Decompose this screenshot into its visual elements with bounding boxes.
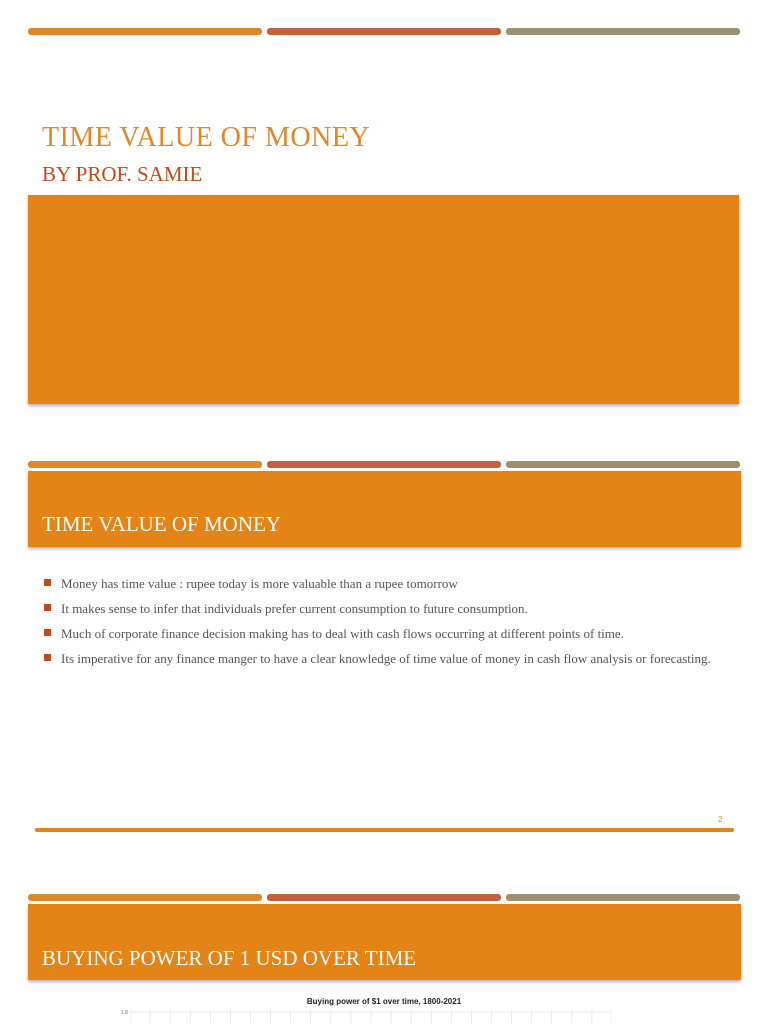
accent-bar-red bbox=[267, 894, 501, 901]
chart-plot-area bbox=[130, 1008, 612, 1024]
accent-bar-orange bbox=[28, 894, 262, 901]
slide2-page-number: 2 bbox=[718, 815, 723, 824]
square-bullet-icon bbox=[44, 629, 51, 636]
slide1-orange-panel bbox=[28, 195, 739, 404]
bullet-text: Its imperative for any finance manger to have a clear knowledge of time value of money in cash flow analysis or forecasting. bbox=[61, 651, 711, 666]
accent-bar-taupe bbox=[506, 894, 740, 901]
bullet-item bbox=[44, 625, 724, 642]
square-bullet-icon bbox=[44, 654, 51, 661]
bullet-text: It makes sense to infer that individuals prefer current consumption to future consumption. bbox=[61, 601, 528, 616]
slide2-header-panel bbox=[28, 471, 741, 547]
slide2-footer-line bbox=[35, 828, 734, 832]
accent-bar-orange bbox=[28, 461, 262, 468]
square-bullet-icon bbox=[44, 604, 51, 611]
slide1-subtitle: BY PROF. SAMIE bbox=[42, 162, 203, 186]
slide2-title: TIME VALUE OF MONEY bbox=[42, 512, 281, 536]
slide2-bullet-list bbox=[44, 575, 724, 675]
bullet-text: Money has time value : rupee today is more valuable than a rupee tomorrow bbox=[61, 576, 458, 591]
slide1-title: TIME VALUE OF MONEY bbox=[42, 122, 371, 153]
slide3-title: BUYING POWER OF 1 USD OVER TIME bbox=[42, 946, 417, 970]
slide3-top-accent-bars bbox=[28, 894, 740, 901]
bullet-item bbox=[44, 650, 724, 667]
bullet-text: Much of corporate finance decision making has to deal with cash flows occurring at different points of time. bbox=[61, 626, 624, 641]
slide2-top-accent-bars bbox=[28, 461, 740, 468]
accent-bar-taupe bbox=[506, 28, 740, 35]
slide3-header-panel bbox=[28, 904, 741, 980]
bullet-item bbox=[44, 575, 724, 592]
accent-bar-taupe bbox=[506, 461, 740, 468]
accent-bar-orange bbox=[28, 28, 262, 35]
accent-bar-red bbox=[267, 28, 501, 35]
chart-y-tick-label: 1.8 bbox=[121, 1010, 128, 1016]
slide1-top-accent-bars bbox=[28, 28, 740, 35]
chart-title: Buying power of $1 over time, 1800-2021 bbox=[306, 997, 462, 1006]
accent-bar-red bbox=[267, 461, 501, 468]
square-bullet-icon bbox=[44, 579, 51, 586]
bullet-item bbox=[44, 600, 724, 617]
